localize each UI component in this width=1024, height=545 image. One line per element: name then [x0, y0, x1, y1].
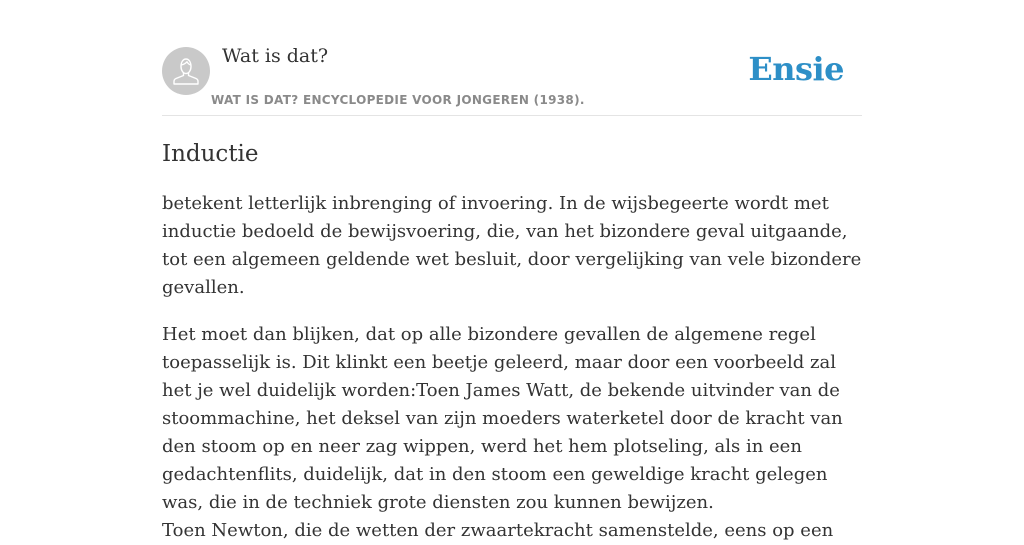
source-title[interactable]: Wat is dat? — [222, 45, 329, 67]
article-paragraph-3: Toen Newton, die de wetten der zwaartekracht samenstelde, eens op een — [162, 520, 834, 541]
source-subtitle: WAT IS DAT? ENCYCLOPEDIE VOOR JONGEREN (1938). — [211, 93, 585, 107]
source-header — [162, 0, 862, 116]
user-silhouette-icon — [162, 47, 210, 95]
article-paragraph-2: Het moet dan blijken, dat op alle bizondere gevallen de algemene regel toepasselijk is. Dit klinkt een beetje geleerd, maar door een voorbeeld zal het je wel duidelijk worden:Toen James Watt, de bekende uitvinder van de stoommachine, het deksel van zijn moeders waterketel door de kracht van den stoom op en neer zag wippen, werd het hem plotseling, als in een gedachtenflits, duidelijk, dat in den stoom een geweldige kracht gelegen was, die in de techniek grote diensten zou kunnen bewijzen. — [162, 324, 843, 513]
entry-title: Inductie — [162, 141, 259, 167]
main-container — [162, 0, 862, 545]
article — [162, 116, 862, 545]
avatar[interactable] — [162, 47, 210, 95]
article-paragraph-1: betekent letterlijk inbrenging of invoering. In de wijsbegeerte wordt met inductie bedoeld de bewijsvoering, die, van het bizondere geval uitgaande, tot een algemeen geldende wet besluit, door vergelijking van vele bizondere gevallen. — [162, 193, 862, 298]
ensie-logo[interactable]: Ensie — [748, 50, 844, 88]
